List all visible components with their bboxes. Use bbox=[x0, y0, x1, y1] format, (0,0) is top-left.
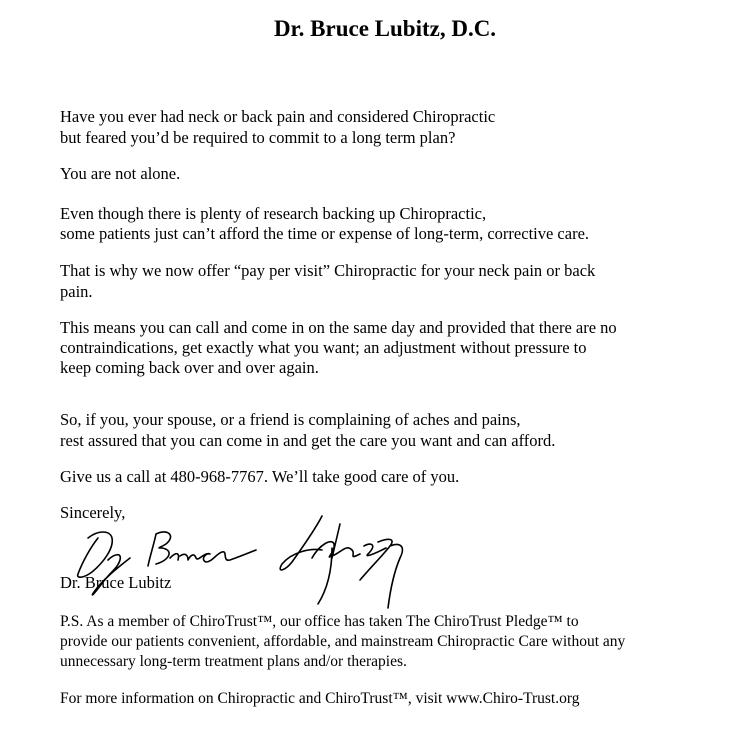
paragraph-7-phone: Give us a call at 480-968-7767. We’ll take good care of you. bbox=[60, 467, 460, 486]
paragraph-3-line-1: Even though there is plenty of research backing up Chiropractic, bbox=[60, 204, 487, 223]
paragraph-4-line-1: That is why we now offer “pay per visit” Chiropractic for your neck pain or back bbox=[60, 261, 596, 280]
paragraph-5-line-3: keep coming back over and over again. bbox=[60, 358, 319, 377]
paragraph-6-line-1: So, if you, your spouse, or a friend is complaining of aches and pains, bbox=[60, 410, 521, 429]
paragraph-5-line-1: This means you can call and come in on the same day and provided that there are no bbox=[60, 318, 617, 337]
letter-title: Dr. Bruce Lubitz, D.C. bbox=[273, 16, 497, 41]
signer-name: Dr. Bruce Lubitz bbox=[60, 573, 172, 592]
postscript-line-3: unnecessary long-term treatment plans and/or therapies. bbox=[60, 653, 407, 670]
paragraph-3-line-2: some patients just can’t afford the time or expense of long-term, corrective care. bbox=[60, 224, 590, 243]
paragraph-5-line-2: contraindications, get exactly what you want; an adjustment without pressure to bbox=[60, 338, 587, 357]
postscript-line-2: provide our patients convenient, affordable, and mainstream Chiropractic Care without any bbox=[60, 633, 626, 650]
more-info-website: For more information on Chiropractic and ChiroTrust™, visit www.Chiro-Trust.org bbox=[60, 690, 580, 707]
salutation: Sincerely, bbox=[60, 503, 126, 522]
paragraph-4-line-2: pain. bbox=[60, 282, 93, 301]
postscript-line-1: P.S. As a member of ChiroTrust™, our office has taken The ChiroTrust Pledge™ to bbox=[60, 613, 579, 630]
handwritten-signature bbox=[70, 508, 430, 613]
paragraph-1-line-1: Have you ever had neck or back pain and considered Chiropractic bbox=[60, 107, 496, 126]
paragraph-6-line-2: rest assured that you can come in and get the care you want and can afford. bbox=[60, 431, 556, 450]
paragraph-2: You are not alone. bbox=[60, 164, 181, 183]
paragraph-1-line-2: but feared you’d be required to commit to a long term plan? bbox=[60, 128, 456, 147]
